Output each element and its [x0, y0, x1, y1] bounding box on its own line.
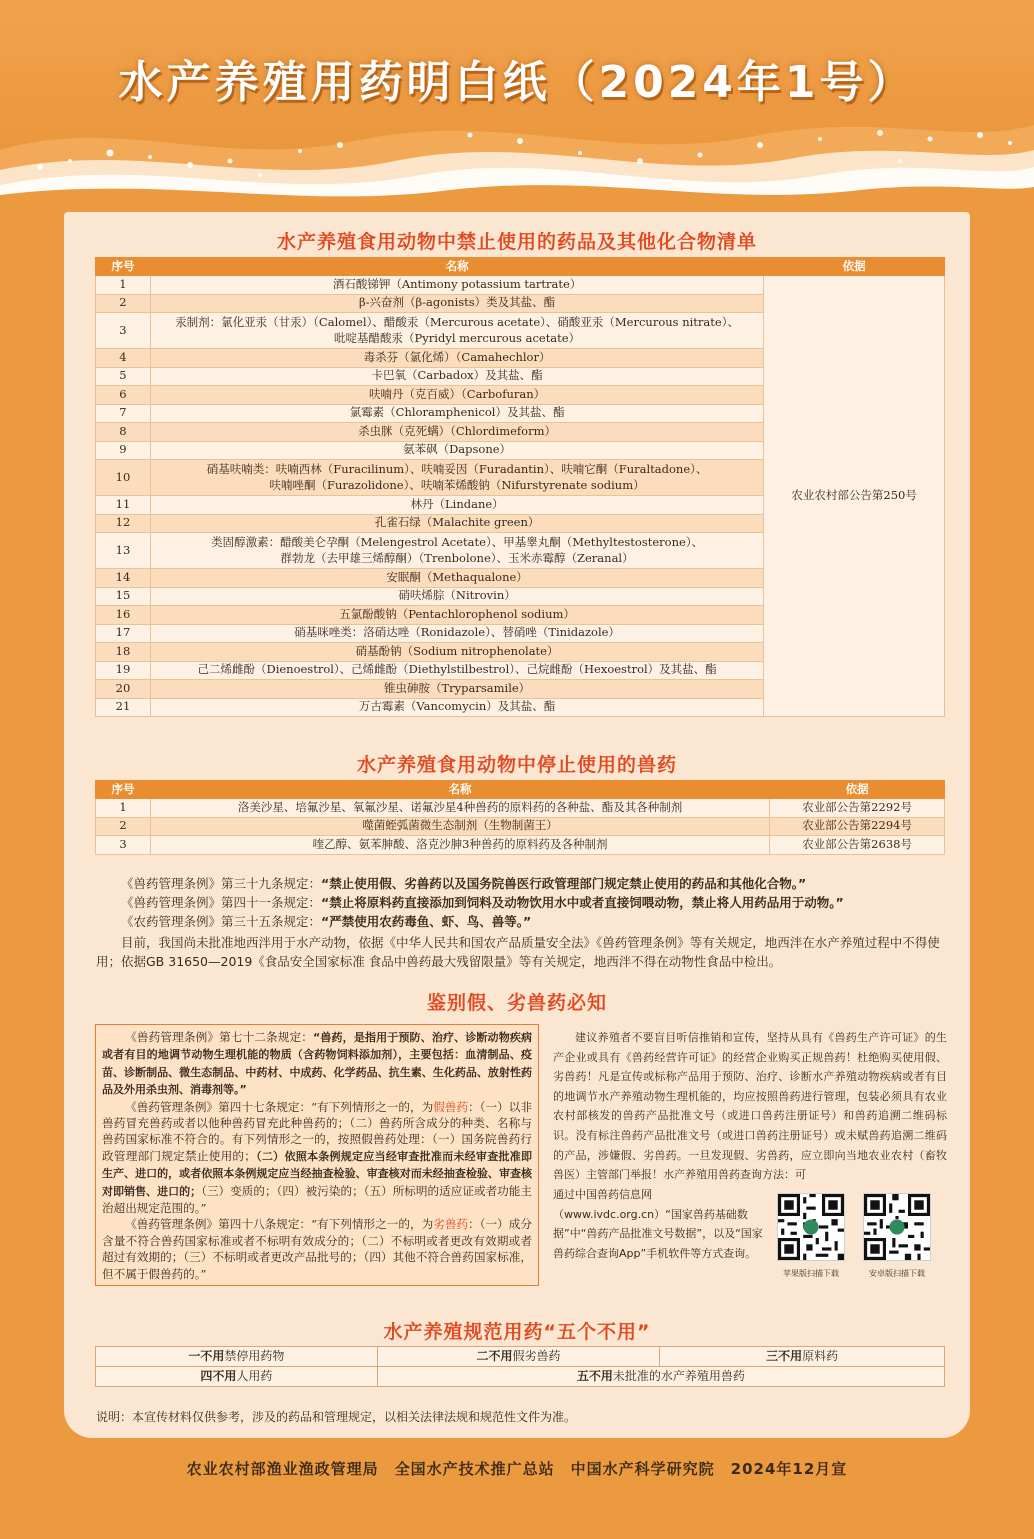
table-row — [96, 817, 945, 836]
row-name — [150, 661, 763, 680]
col-header-name: 名称 — [150, 258, 763, 276]
row-name-line: 毒杀芬（氯化烯）（Camahechlor） — [363, 349, 551, 364]
row-basis: 农业农村部公告第250号 — [764, 276, 945, 717]
row-name-line: 氯霉素（Chloramphenicol）及其盐、酯 — [349, 405, 565, 420]
col-header-basis: 依据 — [764, 258, 945, 276]
row-name — [150, 680, 763, 699]
row-name — [150, 496, 763, 515]
row-name-line: 卡巴氧（Carbadox）及其盐、酯 — [371, 368, 543, 383]
row-number: 1 — [96, 799, 151, 818]
five-no-item: 五不用未批准的水产养殖用兽药 — [377, 1367, 944, 1387]
header-band — [0, 0, 1034, 215]
row-name — [150, 606, 763, 625]
qr-ios-caption: 苹果版扫描下载 — [783, 1269, 839, 1278]
row-number: 9 — [96, 441, 151, 460]
row-name-line: 酒石酸锑钾（Antimony potassium tartrate） — [332, 276, 582, 291]
row-name — [150, 276, 763, 295]
row-name-line: 己二烯雌酚（Dienoestrol）、己烯雌酚（Diethylstilbestrol）、己烷雌酚（Hexoestrol）及其盐、酯 — [197, 662, 717, 677]
row-name-line: 吡啶基醋酸汞（Pyridyl mercurous acetate） — [334, 330, 581, 345]
row-name-line: 呋喃唑酮（Furazolidone）、呋喃苯烯酸钠（Nifurstyrenate sodium） — [269, 477, 645, 492]
row-name — [150, 569, 763, 588]
row-name-line: 杀虫脒（克死螨）（Chlordimeform） — [358, 423, 557, 438]
row-number: 2 — [96, 294, 151, 313]
row-number: 17 — [96, 624, 151, 643]
row-number: 19 — [96, 661, 151, 680]
row-number: 13 — [96, 533, 151, 569]
stopped-table — [95, 780, 945, 855]
row-name-line: 硝基咪唑类：洛硝达唑（Ronidazole）、替硝唑（Tinidazole） — [294, 625, 620, 640]
row-name-line: 汞制剂：氯化亚汞（甘汞）（Calomel）、醋酸汞（Mercurous acetate）、硝酸亚汞（Mercurous nitrate）、 — [175, 314, 739, 329]
row-name-line: 林丹（Lindane） — [410, 496, 504, 511]
row-basis: 农业部公告第2638号 — [770, 836, 945, 855]
row-name — [150, 441, 763, 460]
row-name — [150, 643, 763, 662]
row-number: 6 — [96, 386, 151, 405]
regulation-box — [95, 1024, 539, 1286]
row-name: 洛美沙星、培氟沙星、氧氟沙星、诺氟沙星4种兽药的原料药的各种盐、酯及其各种制剂 — [150, 799, 769, 818]
row-name-line: 呋喃丹（克百威）（Carbofuran） — [369, 386, 546, 401]
row-name — [150, 367, 763, 386]
row-name-line: 五氯酚酸钠（Pentachlorophenol sodium） — [339, 606, 575, 621]
banned-table — [95, 257, 945, 717]
row-number: 15 — [96, 587, 151, 606]
row-name — [150, 533, 763, 569]
law-35: 《农药管理条例》第三十五条规定：“严禁使用农药毒鱼、虾、鸟、兽等。” — [121, 914, 532, 929]
row-name-line: 硝基酚钠（Sodium nitrophenolate） — [355, 643, 559, 658]
row-number: 14 — [96, 569, 151, 588]
qr-code-ios[interactable] — [777, 1193, 845, 1261]
row-number: 12 — [96, 514, 151, 533]
advice-text: 建议养殖者不要盲目听信推销和宣传，坚持从具有《兽药生产许可证》的生产企业或具有《兽药经营许可证》的经营企业购买正规兽药！杜绝购买使用假、劣兽药！凡是宣传或标称产品用于预防、治疗、诊断水产养殖动物疾病或者有目的地调节水产养殖动物生理机能的，均应按照兽药进行管理，包装必须具有农业农村部核发的兽药产品批准文号（或进口兽药注册证号）和兽药追溯二维码标识。没有标注兽药产品批准文号（或进口兽药注册证号）或未赋兽药追溯二维码的产品，涉嫌假、劣兽药。一旦发现假、劣兽药，应立即向当地农业农村（畜牧兽医）主管部门举报！水产养殖用兽药查询方法：可 — [553, 1031, 947, 1182]
row-number: 3 — [96, 836, 151, 855]
qr-android-pattern — [864, 1194, 930, 1260]
qr-ios-pattern — [778, 1194, 844, 1260]
qr-android-caption: 安卓版扫描下载 — [869, 1269, 925, 1278]
row-number: 5 — [96, 367, 151, 386]
five-no-item: 三不用原料药 — [660, 1347, 945, 1367]
query-method-text: 通过中国兽药信息网（www.ivdc.org.cn）“国家兽药基础数据”中“兽药产品批准文号数据”，以及“国家兽药综合查询App”手机软件等方式查询。 — [553, 1188, 763, 1260]
row-name: 噬菌蛭弧菌微生态制剂（生物制菌王） — [150, 817, 769, 836]
row-name — [150, 294, 763, 313]
table-row — [96, 836, 945, 855]
row-name-line: 群勃龙（去甲雄三烯醇酮）（Trenbolone）、玉米赤霉醇（Zeranal） — [280, 550, 634, 565]
row-name — [150, 460, 763, 496]
row-number: 21 — [96, 698, 151, 717]
col-header-no: 序号 — [96, 781, 151, 799]
row-name — [150, 313, 763, 349]
row-name — [150, 349, 763, 368]
row-basis: 农业部公告第2294号 — [770, 817, 945, 836]
row-name: 喹乙醇、氨苯胂酸、洛克沙胂3种兽药的原料药及各种制剂 — [150, 836, 769, 855]
law-39: 《兽药管理条例》第三十九条规定：“禁止使用假、劣兽药以及国务院兽医行政管理部门规定禁止使用的药品和其他化合物。” — [121, 876, 807, 891]
row-number: 1 — [96, 276, 151, 295]
row-name-line: 硝呋烯腙（Nitrovin） — [398, 588, 516, 603]
article-47: 《兽药管理条例》第四十七条规定：“有下列情形之一的，为假兽药：（一）以非兽药冒充兽药或者以他种兽药冒充此种兽药的；（二）兽药所含成分的种类、名称与兽药国家标准不符合的。有下列情形之一的，按照假兽药处理：（一）国务院兽药行政管理部门规定禁止使用的；（二）依照本条例规定应当经审查批准而未经审查批准即生产、进口的，或者依照本条例规定应当经抽查检验、审查核对而未经抽查检验、审查核对即销售、进口的；（三）变质的；（四）被污染的；（五）所标明的适应证或者功能主治超出规定范围的。” — [102, 1099, 532, 1216]
page-title: 水产养殖用药明白纸（2024年1号） — [118, 57, 916, 108]
col-header-name: 名称 — [150, 781, 769, 799]
row-number: 4 — [96, 349, 151, 368]
row-name — [150, 386, 763, 405]
row-name — [150, 514, 763, 533]
row-name-line: 类固醇激素：醋酸美仑孕酮（Melengestrol Acetate）、甲基睾丸酮（Methyltestosterone）、 — [211, 534, 704, 549]
wave-decoration — [0, 95, 1034, 215]
disclaimer-note: 说明：本宣传材料仅供参考，涉及的药品和管理规定，以相关法律法规和规范性文件为准。 — [96, 1410, 577, 1424]
row-number: 18 — [96, 643, 151, 662]
five-no-section-title: 水产养殖规范用药“五个不用” — [383, 1321, 651, 1343]
row-name-line: 硝基呋喃类：呋喃西林（Furacilinum）、呋喃妥因（Furadantin）、呋喃它酮（Furaltadone）、 — [206, 461, 708, 476]
table-row — [96, 276, 945, 295]
row-name-line: 万古霉素（Vancomycin）及其盐、酯 — [358, 699, 556, 714]
row-name-line: β-兴奋剂（β-agonists）类及其盐、酯 — [358, 295, 556, 310]
law-41: 《兽药管理条例》第四十一条规定：“禁止将原料药直接添加到饲料及动物饮用水中或者直接饲喂动物，禁止将人用药品用于动物。” — [121, 895, 844, 910]
row-name — [150, 423, 763, 442]
table-row — [96, 799, 945, 818]
row-number: 11 — [96, 496, 151, 515]
row-number: 2 — [96, 817, 151, 836]
five-no-item: 二不用假劣兽药 — [377, 1347, 660, 1367]
row-number: 10 — [96, 460, 151, 496]
row-name — [150, 404, 763, 423]
col-header-no: 序号 — [96, 258, 151, 276]
five-no-item: 四不用人用药 — [96, 1367, 378, 1387]
row-name — [150, 587, 763, 606]
article-48: 《兽药管理条例》第四十八条规定：“有下列情形之一的，为劣兽药：（一）成分含量不符合兽药国家标准或者不标明有效成分的；（二）不标明或者更改有效期或者超过有效期的；（三）不标明或者更改产品批号的；（四）其他不符合兽药国家标准，但不属于假兽药的。” — [102, 1217, 532, 1281]
footer-issuers: 农业农村部渔业渔政管理局 全国水产技术推广总站 中国水产科学研究院 2024年12月宣 — [186, 1460, 848, 1478]
row-name-line: 安眠酮（Methaqualone） — [386, 569, 528, 584]
row-name — [150, 624, 763, 643]
five-no-table — [95, 1346, 945, 1387]
row-number: 8 — [96, 423, 151, 442]
row-name — [150, 698, 763, 717]
row-number: 20 — [96, 680, 151, 699]
row-basis: 农业部公告第2292号 — [770, 799, 945, 818]
article-72: 《兽药管理条例》第七十二条规定：“兽药，是指用于预防、治疗、诊断动物疾病或者有目的地调节动物生理机能的物质（含药物饲料添加剂），主要包括：血清制品、疫苗、诊断制品、微生态制品、中药材、中成药、化学药品、抗生素、生化药品、放射性药品及外用杀虫剂、消毒剂等。” — [102, 1030, 532, 1097]
banned-section-title: 水产养殖食用动物中禁止使用的药品及其他化合物清单 — [276, 231, 757, 253]
row-number: 7 — [96, 404, 151, 423]
row-name-line: 孔雀石绿（Malachite green） — [374, 515, 540, 530]
col-header-basis: 依据 — [770, 781, 945, 799]
qr-code-android[interactable] — [863, 1193, 931, 1261]
identify-section-title: 鉴别假、劣兽药必知 — [426, 992, 607, 1014]
row-number: 3 — [96, 313, 151, 349]
row-name-line: 氨苯砜（Dapsone） — [403, 442, 512, 457]
stopped-section-title: 水产养殖食用动物中停止使用的兽药 — [356, 754, 677, 776]
row-name-line: 锥虫砷胺（Tryparsamile） — [383, 680, 531, 695]
row-number: 16 — [96, 606, 151, 625]
five-no-item: 一不用禁停用药物 — [96, 1347, 378, 1367]
diazepam-note: 目前，我国尚未批准地西泮用于水产动物，依据《中华人民共和国农产品质量安全法》《兽药管理条例》等有关规定，地西泮在水产养殖过程中不得使用；依据GB 31650—2019《食品安全国家标准 食品中兽药最大残留限量》等有关规定，地西泮不得在动物性食品中检出。 — [96, 935, 940, 969]
